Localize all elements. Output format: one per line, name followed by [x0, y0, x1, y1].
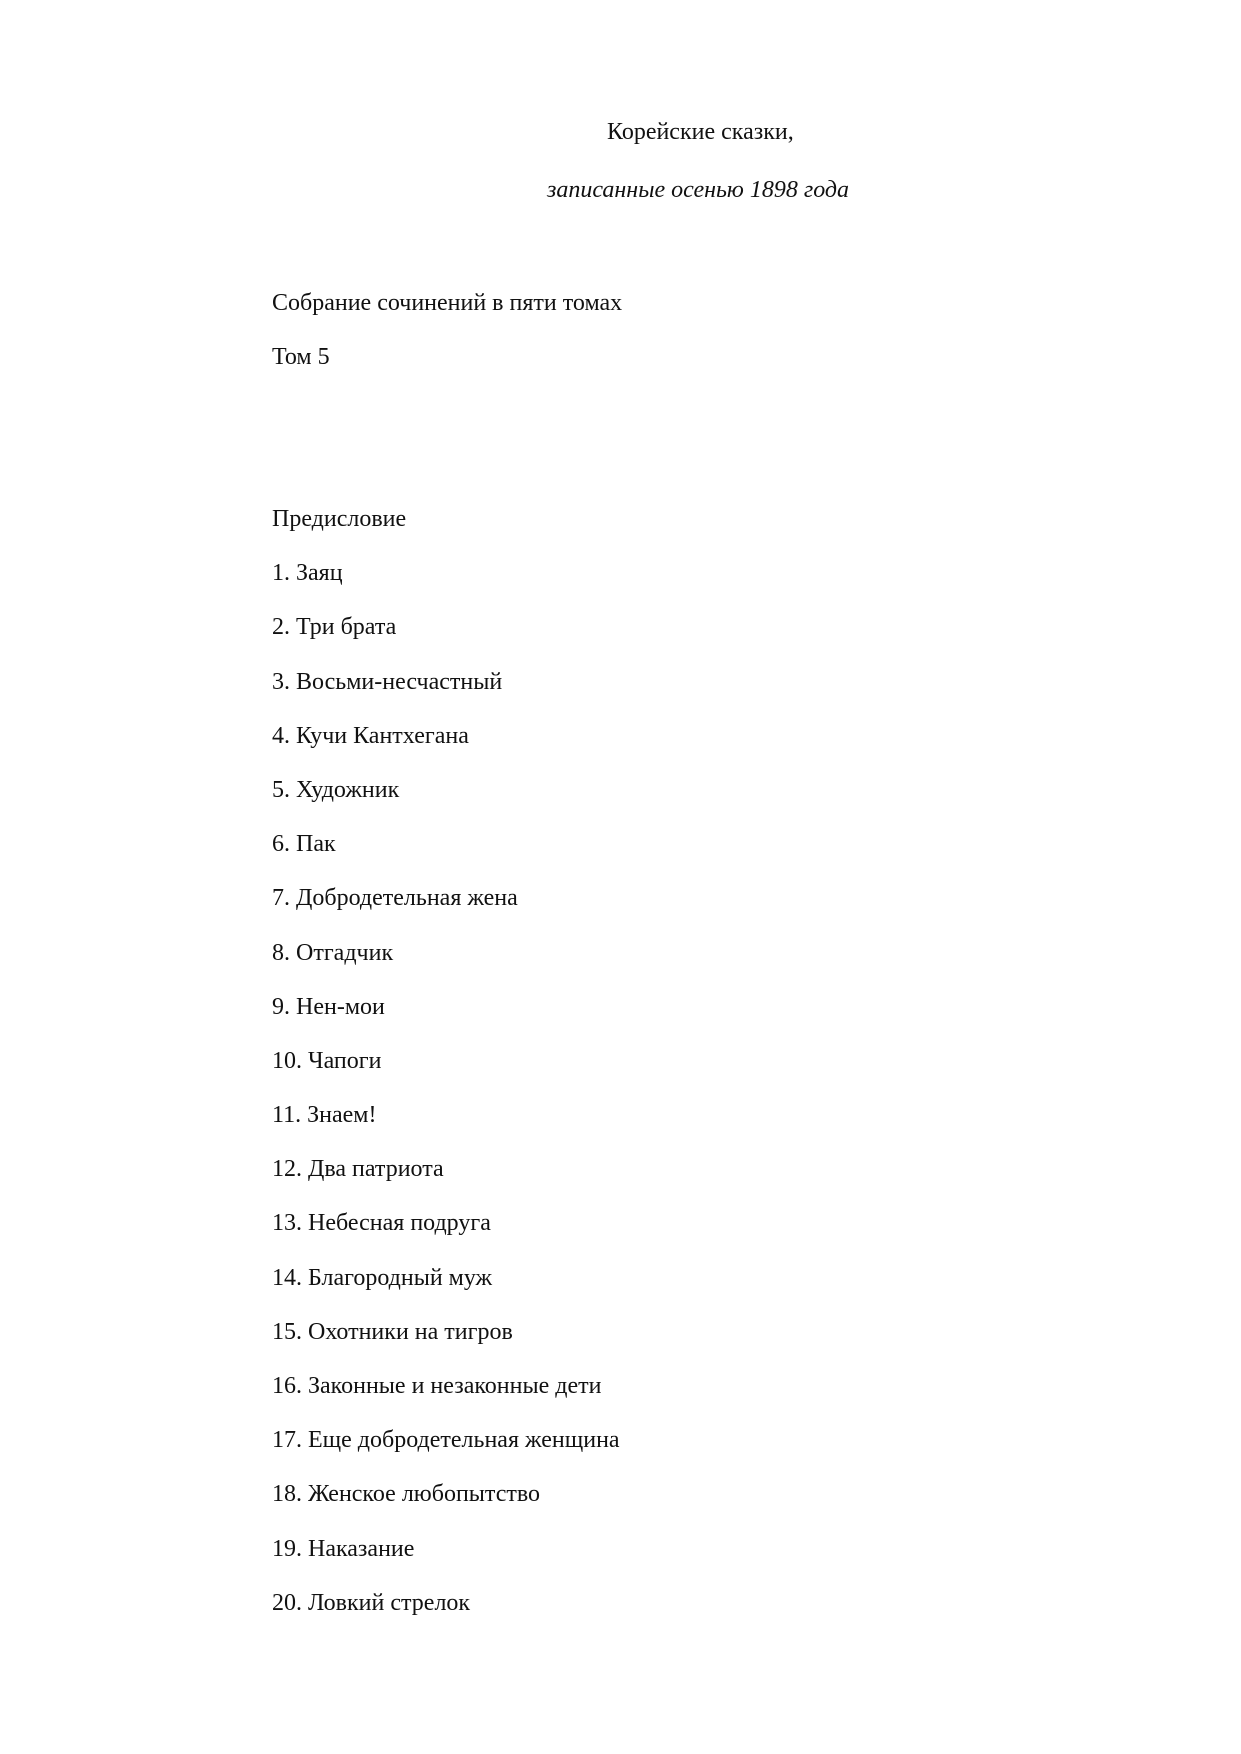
- contents-item: 9. Нен-мои: [272, 993, 385, 1020]
- volume-label: Том 5: [272, 344, 330, 370]
- contents-item: 1. Заяц: [272, 560, 343, 587]
- contents-item: 7. Добродетельная жена: [272, 885, 518, 912]
- contents-item: 2. Три брата: [272, 614, 397, 641]
- contents-item: 14. Благородный муж: [272, 1264, 493, 1291]
- contents-item: 15. Охотники на тигров: [272, 1318, 513, 1345]
- contents-item: 3. Восьми-несчастный: [272, 668, 503, 695]
- contents-item: 11. Знаем!: [272, 1102, 377, 1129]
- contents-item: 18. Женское любопытство: [272, 1481, 540, 1508]
- collection-title: Собрание сочинений в пяти томах: [272, 290, 623, 316]
- contents-item: 10. Чапоги: [272, 1047, 382, 1074]
- contents-item-preface: Предисловие: [272, 506, 407, 532]
- document-title: Корейские сказки,: [607, 119, 794, 145]
- table-of-contents: [272, 505, 620, 1643]
- contents-item: 20. Ловкий стрелок: [272, 1589, 471, 1616]
- contents-item: 17. Еще добродетельная женщина: [272, 1427, 620, 1454]
- contents-item: 16. Законные и незаконные дети: [272, 1373, 602, 1399]
- contents-item: 13. Небесная подруга: [272, 1210, 491, 1237]
- contents-item: 4. Кучи Кантхегана: [272, 722, 469, 749]
- document-subtitle: записанные осенью 1898 года: [547, 177, 850, 203]
- contents-item: 12. Два патриота: [272, 1156, 444, 1183]
- contents-item: 8. Отгадчик: [272, 939, 394, 966]
- contents-item: 6. Пак: [272, 831, 336, 858]
- contents-item: 5. Художник: [272, 776, 400, 803]
- contents-item: 19. Наказание: [272, 1535, 415, 1562]
